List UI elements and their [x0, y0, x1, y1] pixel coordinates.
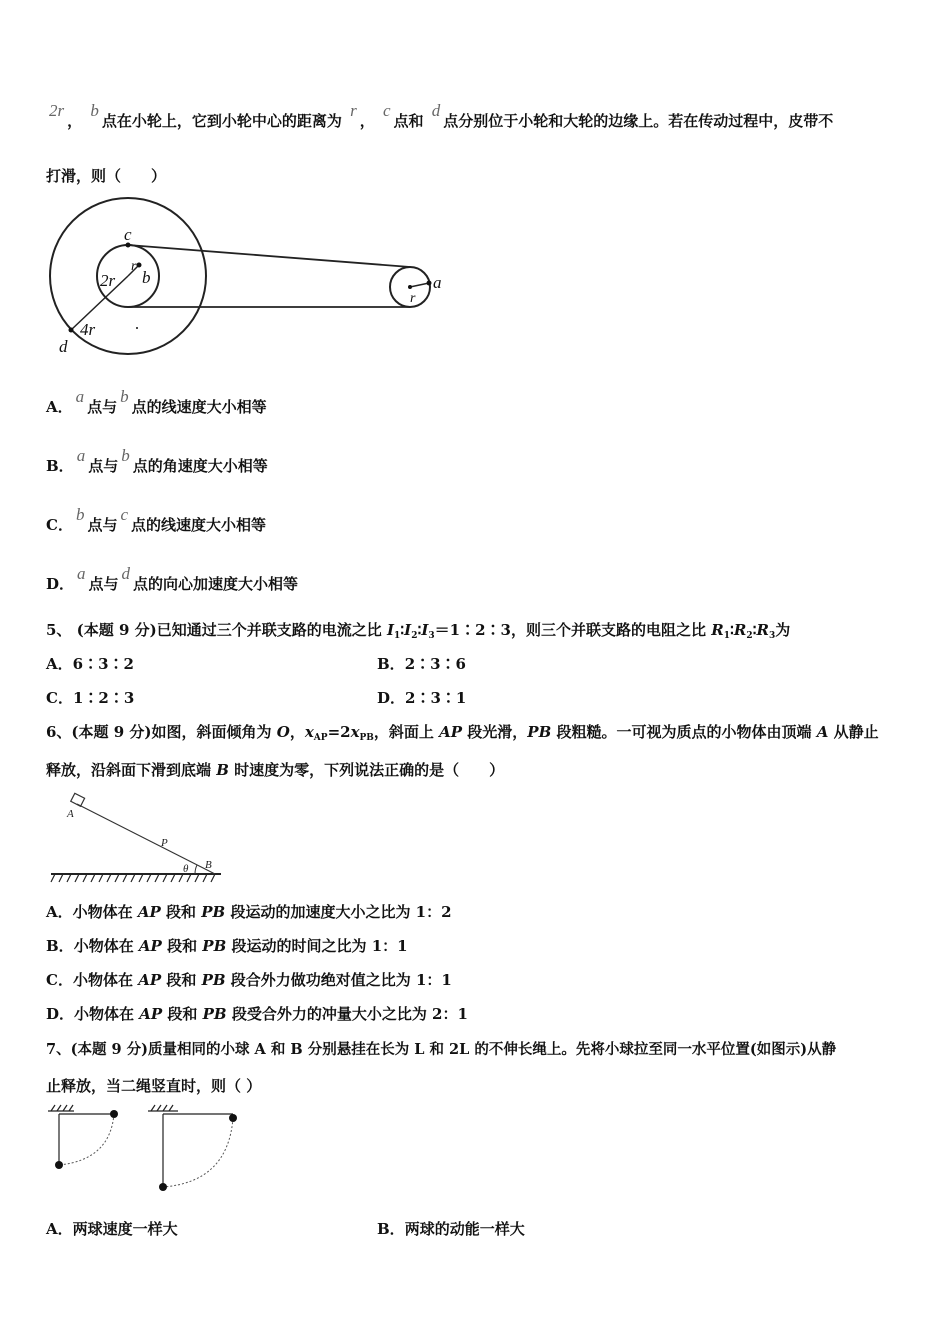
var-x: x — [350, 723, 360, 741]
option-key: B． — [46, 457, 74, 475]
stem-text: 点和 — [393, 112, 424, 130]
swing-arc-b — [163, 1118, 233, 1187]
option-text: 点与 — [87, 398, 118, 416]
var-pb: PB — [527, 723, 552, 741]
ball-b-top — [229, 1114, 237, 1122]
option-text: 点的向心加速度大小相等 — [133, 575, 299, 593]
stem-text: 点在小轮上，它到小轮中心的距离为 — [101, 112, 342, 130]
incline-figure — [45, 790, 235, 890]
label-b: b — [142, 268, 151, 287]
option-key: C． — [46, 516, 73, 534]
stem-text: 6、(本题 9 分)如图，斜面倾角为 — [46, 723, 277, 741]
label-a: A — [67, 808, 74, 820]
q6-stem-line2 — [46, 759, 504, 780]
option-key: C． — [46, 971, 73, 989]
stem-text: 时速度为零，下列说法正确的是（ ） — [228, 761, 505, 779]
option-text: 段和 — [160, 903, 202, 921]
option-text: 小物体在 — [72, 903, 138, 921]
var-pb: PB — [201, 971, 226, 989]
var: b — [121, 446, 130, 465]
option-text: 点与 — [87, 516, 118, 534]
var-r: R — [756, 621, 769, 639]
angle-arc — [195, 865, 197, 874]
var: a — [77, 564, 86, 583]
pendulum-figure — [40, 1102, 260, 1202]
point-a — [427, 281, 432, 286]
var: b — [75, 505, 85, 524]
var-i: I — [386, 621, 394, 639]
incline-line — [77, 804, 215, 874]
ratio-colon: ∶ — [400, 621, 405, 639]
option-text: 段运动的时间之比为 1：1 — [226, 937, 408, 955]
option-text: 点的角速度大小相等 — [132, 457, 268, 475]
ratio-colon: ∶ — [417, 621, 422, 639]
subscript: 2 — [746, 631, 753, 641]
q7-option-a[interactable] — [46, 1218, 178, 1239]
option-text: 两球速度一样大 — [72, 1220, 178, 1238]
var: b — [120, 387, 129, 406]
q6-option-c[interactable] — [46, 969, 452, 990]
var: a — [75, 387, 85, 406]
q6-option-d[interactable] — [46, 1003, 468, 1024]
var-d: d — [431, 101, 441, 120]
stem-text: ，斜面上 — [373, 723, 440, 741]
label-p: P — [161, 837, 168, 849]
subscript: AP — [313, 733, 328, 743]
label-theta: θ — [183, 863, 189, 875]
comma: ， — [289, 723, 305, 741]
subscript: 3 — [428, 631, 435, 641]
var-ap: AP — [138, 971, 162, 989]
q6-option-a[interactable] — [46, 901, 452, 922]
q5-option-c[interactable] — [46, 687, 134, 708]
option-text: 点的线速度大小相等 — [131, 516, 267, 534]
label-r-small: r — [410, 291, 416, 306]
option-key: A． — [46, 903, 73, 921]
radius-r-a — [410, 283, 429, 287]
comma: ， — [67, 112, 83, 130]
q5-stem — [46, 619, 790, 641]
var-ap: AP — [138, 937, 162, 955]
option-key: A． — [46, 1220, 73, 1238]
option-key: C． — [46, 689, 73, 707]
var-ap: AP — [439, 723, 463, 741]
option-text: 段和 — [161, 937, 203, 955]
q5-option-b[interactable] — [377, 653, 466, 674]
label-2r: 2r — [100, 271, 116, 290]
q7-stem-line2: 止释放，当二绳竖直时，则（ ） — [46, 1077, 262, 1095]
var-x: x — [304, 723, 314, 741]
q5-option-a[interactable] — [46, 653, 134, 674]
subscript: 3 — [768, 631, 776, 641]
label-r: r — [131, 259, 137, 274]
option-key: B． — [377, 1220, 405, 1238]
option-text: 小物体在 — [73, 937, 139, 955]
var: d — [121, 564, 131, 583]
equals: =2 — [327, 723, 351, 741]
stem-text: 为 — [775, 621, 791, 639]
stem-text: 点分别位于小轮和大轮的边缘上。若在传动过程中，皮带不 — [443, 112, 834, 130]
var-b: B — [216, 761, 229, 779]
q4-option-a[interactable] — [46, 387, 267, 417]
label-4r: 4r — [80, 320, 96, 339]
var-b: b — [90, 101, 99, 120]
option-key: D． — [46, 1005, 75, 1023]
var: a — [76, 446, 86, 465]
option-key: D． — [377, 689, 406, 707]
option-text: 2∶3∶1 — [405, 689, 467, 707]
option-text: 段运动的加速度大小之比为 1：2 — [225, 903, 452, 921]
option-text: 点的线速度大小相等 — [131, 398, 267, 416]
option-key: B． — [46, 937, 74, 955]
var-o: O — [276, 723, 290, 741]
stem-text: ＝1∶2∶3，则三个并联支路的电阻之比 — [434, 621, 712, 639]
var-r: R — [711, 621, 724, 639]
q5-option-d[interactable] — [377, 687, 466, 708]
var-i: I — [404, 621, 412, 639]
var-c: c — [383, 101, 391, 120]
q4-stem-line1 — [46, 101, 834, 131]
var-2r: 2r — [49, 101, 65, 120]
option-text: 段受合外力的冲量大小之比为 2：1 — [226, 1005, 468, 1023]
q6-stem-line1 — [46, 721, 879, 743]
block — [71, 793, 85, 806]
option-text: 1∶2∶3 — [72, 689, 135, 707]
option-text: 小物体在 — [72, 971, 139, 989]
option-text: 两球的动能一样大 — [404, 1220, 525, 1238]
var-ap: AP — [137, 903, 161, 921]
option-text: 段和 — [161, 971, 202, 989]
subscript: 1 — [723, 631, 730, 641]
q4-option-c[interactable] — [46, 505, 267, 535]
ratio-colon: ∶ — [729, 621, 734, 639]
center-dot — [408, 285, 412, 289]
ball-a-bottom — [55, 1161, 63, 1169]
q4-option-d[interactable] — [46, 564, 299, 594]
point-b — [137, 263, 142, 268]
label-d: d — [59, 337, 68, 356]
belt-pulley-figure — [40, 190, 460, 360]
option-text: 点与 — [88, 575, 119, 593]
center-dot — [136, 327, 138, 329]
var-pb: PB — [202, 1005, 227, 1023]
var-pb: PB — [202, 937, 227, 955]
option-key: A． — [46, 655, 73, 673]
belt-top — [128, 245, 410, 267]
q6-option-b[interactable] — [46, 935, 408, 956]
ball-a-top — [110, 1110, 118, 1118]
stem-text: 段光滑， — [462, 723, 528, 741]
q7-option-b[interactable] — [377, 1218, 525, 1239]
var-r: r — [350, 101, 357, 120]
option-text: 点与 — [88, 457, 119, 475]
option-key: B． — [377, 655, 405, 673]
pendulum-a — [48, 1105, 114, 1165]
option-key: D． — [46, 575, 75, 593]
option-text: 段和 — [162, 1005, 203, 1023]
subscript: PB — [359, 733, 374, 743]
var-pb: PB — [201, 903, 226, 921]
pendulum-b — [148, 1105, 233, 1187]
option-text: 小物体在 — [74, 1005, 140, 1023]
subscript: 1 — [394, 631, 401, 641]
option-text: 6∶3∶2 — [72, 655, 134, 673]
ratio-colon: ∶ — [752, 621, 757, 639]
ground-hatching — [51, 874, 215, 882]
var-ap: AP — [139, 1005, 163, 1023]
option-text: 2∶3∶6 — [404, 655, 466, 673]
stem-text: 5、 (本题 9 分)已知通过三个并联支路的电流之比 — [46, 621, 387, 639]
subscript: 2 — [411, 631, 418, 641]
label-b: B — [205, 859, 212, 871]
stem-text: 从静止 — [828, 723, 879, 741]
label-a: a — [433, 273, 442, 292]
ball-b-bottom — [159, 1183, 167, 1191]
stem-text: 释放，沿斜面下滑到底端 — [46, 761, 217, 779]
var-i: I — [421, 621, 429, 639]
swing-arc-a — [59, 1114, 114, 1165]
q7-stem-line1: 7、(本题 9 分)质量相同的小球 A 和 B 分别悬挂在长为 L 和 2L 的不伸长绳上。先将小球拉至同一水平位置(如图示)从静 — [46, 1041, 837, 1058]
var-a: A — [816, 723, 829, 741]
option-text: 段合外力做功绝对值之比为 1：1 — [225, 971, 452, 989]
comma: ， — [359, 112, 375, 130]
q4-stem-line2: 打滑，则（ ） — [46, 167, 167, 185]
option-key: A． — [46, 398, 73, 416]
label-c: c — [124, 225, 132, 244]
q4-option-b[interactable] — [46, 446, 268, 476]
point-d — [69, 328, 74, 333]
var: c — [120, 505, 129, 524]
stem-text: 段粗糙。一可视为质点的小物体由顶端 — [551, 723, 817, 741]
var-r: R — [733, 621, 747, 639]
